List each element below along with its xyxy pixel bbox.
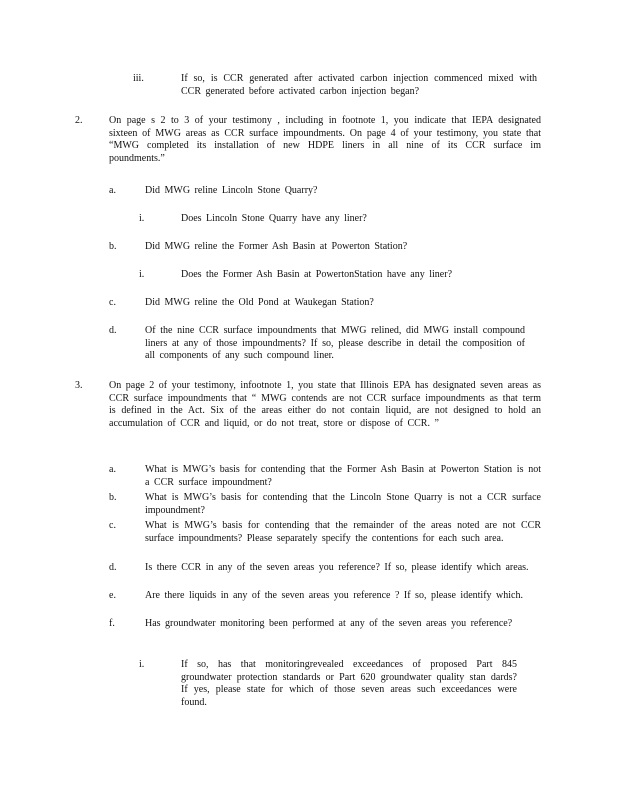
list-text: On page 2 of your testimony, infootnote 1, you state that Illinois EPA has designated seven areas as CCR surface impoundments that “ MWG contends are not CCR surface impoundments as that term is defined in the Act. Six of the areas either do not contain liquid, are not designed to hold an accumulation of CCR and liquid, or do not treat, store or dispose of CCR. ”: [109, 380, 541, 429]
list-marker: b.: [109, 241, 117, 252]
list-marker: d.: [109, 562, 117, 573]
list-text: Of the nine CCR surface impoundments that MWG relined, did MWG install compound liners at any of those impoundments? If so, please describe in detail the composition of all components of any such compound liner.: [145, 325, 525, 362]
list-text: Has groundwater monitoring been performed at any of the seven areas you reference?: [145, 618, 513, 629]
list-text: If so, has that monitoringrevealed exceedances of proposed Part 845 groundwater protection standards or Part 620 groundwater quality stan dards? If yes, please state for which of those seven areas such exceedances were found.: [181, 659, 517, 708]
list-text: What is MWG’s basis for contending that the remainder of the areas noted are not CCR surface impoundments? Please separately specify the contentions for each such area.: [145, 520, 541, 544]
list-text: Does Lincoln Stone Quarry have any liner?: [181, 213, 367, 224]
list-text: Did MWG reline the Old Pond at Waukegan Station?: [145, 297, 374, 308]
list-marker: 2.: [75, 115, 83, 126]
list-text: Did MWG reline the Former Ash Basin at Powerton Station?: [145, 241, 408, 252]
list-marker: c.: [109, 297, 116, 308]
list-text: Is there CCR in any of the seven areas you reference? If so, please identify which areas.: [145, 562, 529, 573]
list-marker: c.: [109, 520, 116, 531]
list-text: Are there liquids in any of the seven areas you reference ? If so, please identify which.: [145, 590, 523, 601]
list-marker: 3.: [75, 380, 83, 391]
list-marker: a.: [109, 464, 116, 475]
list-text: If so, is CCR generated after activated carbon injection commenced mixed with CCR generated before activated carbon injection began?: [181, 73, 537, 97]
list-text: What is MWG’s basis for contending that the Lincoln Stone Quarry is not a CCR surface impoundment?: [145, 492, 541, 516]
list-marker: i.: [139, 659, 145, 670]
list-marker: a.: [109, 185, 116, 196]
list-text: What is MWG’s basis for contending that the Former Ash Basin at Powerton Station is not a CCR surface impoundment?: [145, 464, 541, 488]
list-marker: f.: [109, 618, 115, 629]
list-text: On page s 2 to 3 of your testimony , including in footnote 1, you indicate that IEPA designated sixteen of MWG areas as CCR surface impoundments. On page 4 of your testimony, you state that “MWG completed its installation of new HDPE liners in all nine of its CCR surface im poundments.”: [109, 115, 541, 164]
list-marker: i.: [139, 213, 145, 224]
list-marker: d.: [109, 325, 117, 336]
list-marker: b.: [109, 492, 117, 503]
list-text: Does the Former Ash Basin at PowertonStation have any liner?: [181, 269, 453, 280]
list-text: Did MWG reline Lincoln Stone Quarry?: [145, 185, 318, 196]
list-marker: i.: [139, 269, 145, 280]
list-marker: e.: [109, 590, 116, 601]
list-marker: iii.: [133, 73, 144, 84]
